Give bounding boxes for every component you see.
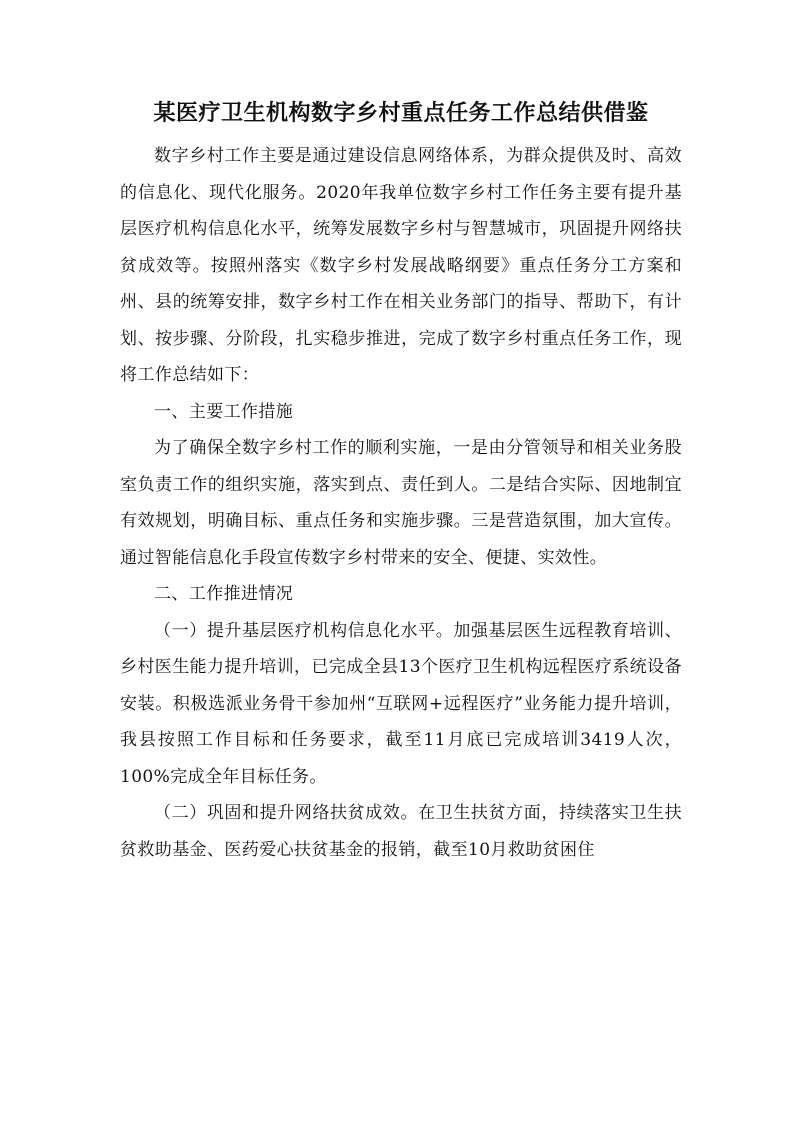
- section-heading-measures: 一、主要工作措施: [154, 401, 294, 422]
- title-spacer: [120, 130, 682, 138]
- progress-item-poverty-alleviation: （二）巩固和提升网络扶贫成效。在卫生扶贫方面，持续落实卫生扶贫救助基金、医药爱心扶贫基金的报销，截至10月救助贫困住: [120, 803, 682, 860]
- intro-paragraph: 数字乡村工作主要是通过建设信息网络体系，为群众提供及时、高效的信息化、现代化服务。2020年我单位数字乡村工作任务主要有提升基层医疗机构信息化水平，统筹发展数字乡村与智慧城市，巩固提升网络扶贫成效等。按照州落实《数字乡村发展战略纲要》重点任务分工方案和州、县的统筹安排，数字乡村工作在相关业务部门的指导、帮助下，有计划、按步骤、分阶段，扎实稳步推进，完成了数字乡村重点任务工作，现将工作总结如下：: [120, 146, 682, 385]
- measures-paragraph: 为了确保全数字乡村工作的顺利实施，一是由分管领导和相关业务股室负责工作的组织实施，落实到点、责任到人。二是结合实际、因地制宜有效规划，明确目标、重点任务和实施步骤。三是营造氛围，加大宣传。通过智能信息化手段宣传数字乡村带来的安全、便捷、实效性。: [120, 438, 682, 568]
- document-title: 某医疗卫生机构数字乡村重点任务工作总结供借鉴: [153, 100, 649, 126]
- progress-item-informatization: （一）提升基层医疗机构信息化水平。加强基层医生远程教育培训、乡村医生能力提升培训，已完成全县13个医疗卫生机构远程医疗系统设备安装。积极选派业务骨干参加州“互联网+远程医疗”业务能力提升培训，我县按照工作目标和任务要求，截至11月底已完成培训3419人次，100%完成全年目标任务。: [120, 620, 682, 787]
- section-heading-progress: 二、工作推进情况: [154, 584, 294, 604]
